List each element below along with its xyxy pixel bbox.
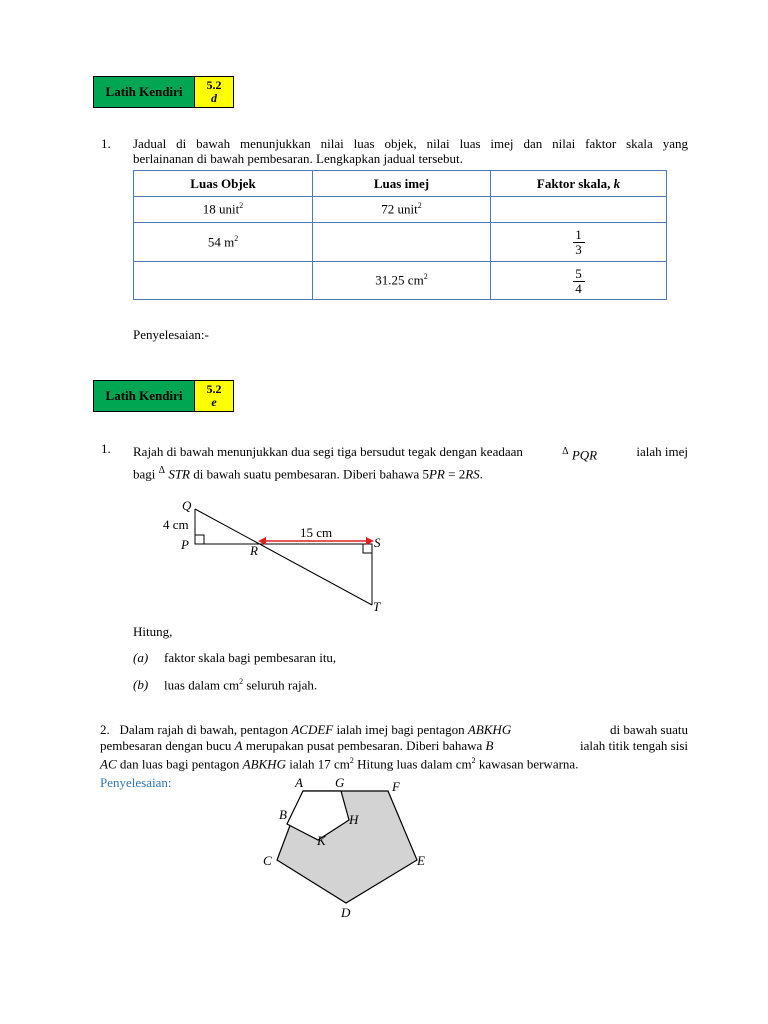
fraction: [573, 228, 585, 257]
q1-line1: [133, 444, 688, 462]
header-k: k: [613, 175, 621, 191]
header-image-area: Luas imej: [313, 171, 491, 197]
cell-object-sup: 2: [239, 201, 244, 211]
scale-factor-table: [133, 170, 667, 300]
q1-tri1: [562, 444, 597, 462]
cell-scale-factor: [491, 223, 667, 262]
q2-l2-c: merupakan pusat pembesaran. Diberi bahawa: [242, 738, 486, 753]
badge-number: 5.2: [206, 78, 222, 92]
label-t: T: [373, 599, 381, 614]
part-a-label: (a): [133, 650, 149, 665]
label-15cm: 15 cm: [300, 525, 333, 540]
q2-l1-c: ialah imej bagi pentagon: [333, 722, 468, 737]
cell-image-empty: [313, 223, 491, 262]
part-b-label: (b): [133, 677, 149, 692]
q1-line2-text: di bawah suatu pembesaran. Diberi bahawa 5: [193, 466, 429, 482]
q2-number: 2.: [100, 722, 110, 737]
cell-image-value: 31.25 cm: [375, 272, 424, 288]
cell-image-sup: 2: [423, 272, 428, 282]
cell-object: [134, 197, 313, 223]
q2-l3-d: ialah 17 cm: [285, 756, 350, 772]
question-text-line1: Jadual di bawah menunjukkan nilai luas objek, nilai luas imej dan nilai faktor skala yang: [133, 136, 688, 151]
question-number: 1.: [101, 136, 111, 151]
header-scale-factor: [491, 171, 667, 197]
q2-l2-e: ialah titik tengah sisi: [580, 738, 688, 753]
cell-image: [313, 197, 491, 223]
badge-section: [195, 381, 233, 411]
cell-object-value: 18 unit: [202, 201, 240, 217]
line-qt: [195, 509, 372, 605]
q2-l1-e: di bawah suatu: [610, 722, 688, 737]
question-text-line2: berlainanan di bawah pembesaran. Lengkapkan jadual tersebut.: [133, 151, 463, 166]
q2-b: B: [485, 738, 494, 753]
q2-l1-a: Dalam rajah di bawah, pentagon: [119, 722, 292, 737]
q1-line2-bagi: bagi: [133, 466, 156, 482]
tri-pqr: PQR: [571, 447, 598, 463]
part-b-text: [164, 677, 317, 693]
triangle-symbol: Δ: [562, 446, 569, 457]
cell-object-sup: 2: [234, 233, 239, 243]
cell-object-value: 54 m: [207, 234, 235, 250]
q2-line1: [100, 722, 688, 737]
right-triangles-figure: [150, 495, 410, 615]
label-f: F: [392, 779, 400, 794]
cell-scale-factor: [491, 262, 667, 300]
eq-end: .: [479, 466, 483, 482]
badge-number: 5.2: [206, 382, 222, 396]
q2-line3: [100, 753, 688, 771]
label-r: R: [250, 543, 258, 558]
cell-image-value: 72 unit: [381, 201, 418, 217]
part-b-text-1: luas dalam cm: [164, 677, 240, 693]
eq-pr: PR: [428, 466, 445, 482]
triangle-symbol: Δ: [158, 465, 166, 476]
q2-l3-b: dan luas bagi pentagon: [116, 756, 243, 772]
label-d: D: [341, 905, 351, 920]
label-k: K: [317, 833, 326, 848]
label-e: E: [417, 853, 425, 868]
q2-sup-2: 2: [471, 756, 476, 765]
header-object-area: Luas Objek: [134, 171, 313, 197]
question-number: 1.: [101, 441, 111, 456]
right-angle-s: [363, 544, 372, 553]
badge-label: Latih Kendiri: [94, 77, 195, 107]
table-row: [134, 197, 667, 223]
cell-image-sup: 2: [417, 201, 422, 211]
badge-label: Latih Kendiri: [94, 381, 195, 411]
part-b-text-2: seluruh rajah.: [243, 677, 318, 693]
header-scale-factor-text: Faktor skala,: [536, 175, 614, 191]
latih-kendiri-badge-e: [93, 380, 234, 412]
label-q: Q: [182, 498, 192, 513]
q1-line1-text: Rajah di bawah menunjukkan dua segi tiga bersudut tegak dengan keadaan: [133, 444, 523, 459]
solution-label-2: Penyelesaian:: [100, 775, 172, 790]
cell-image: [313, 262, 491, 300]
q2-abkhg: ABKHG: [467, 722, 512, 737]
table-row: [134, 223, 667, 262]
q2-acdef: ACDEF: [291, 722, 334, 737]
label-h: H: [349, 812, 359, 827]
badge-letter: e: [211, 395, 217, 409]
q1-line1-end: ialah imej: [636, 444, 688, 459]
q2-line2: [100, 738, 688, 753]
q2-abkhg-2: ABKHG: [242, 756, 286, 772]
q2-line2-start: [100, 738, 493, 753]
q2-line1-start: [100, 722, 511, 737]
eq-mid: = 2: [444, 466, 466, 482]
part-b-sup: 2: [239, 677, 244, 686]
q2-l3-e: Hitung luas dalam cm: [353, 756, 472, 772]
table-header-row: [134, 171, 667, 197]
cell-scale-factor-empty: [491, 197, 667, 223]
label-4cm: 4 cm: [163, 517, 189, 532]
label-p: P: [181, 537, 189, 552]
badge-section: [195, 77, 233, 107]
cell-object: [134, 223, 313, 262]
q2-sup: 2: [349, 756, 354, 765]
eq-rs: RS: [465, 466, 480, 482]
fraction-numerator: 1: [575, 227, 582, 242]
fraction-numerator: 5: [575, 265, 582, 281]
right-angle-p: [195, 535, 204, 544]
q1-line2: [133, 463, 688, 481]
q2-l2-a: pembesaran dengan bucu: [100, 738, 235, 753]
q2-ac: AC: [100, 756, 117, 772]
pentagon-figure: [255, 773, 445, 923]
label-c: C: [263, 853, 272, 868]
part-a-text: faktor skala bagi pembesaran itu,: [164, 650, 337, 665]
cell-object-empty: [134, 262, 313, 300]
hitung-label: Hitung,: [133, 624, 173, 639]
label-s: S: [374, 535, 381, 550]
q2-a: A: [234, 738, 243, 753]
fraction-denominator: 3: [575, 242, 582, 257]
table-row: [134, 262, 667, 300]
label-b: B: [279, 807, 287, 822]
q2-l3-f: kawasan berwarna.: [475, 756, 579, 772]
badge-letter: d: [211, 91, 217, 105]
fraction-denominator: 4: [575, 280, 582, 296]
latih-kendiri-badge-d: [93, 76, 234, 108]
fraction: [573, 267, 585, 296]
solution-label: Penyelesaian:-: [133, 327, 209, 342]
tri-str: STR: [168, 466, 190, 482]
label-a: A: [295, 775, 303, 790]
label-g: G: [335, 775, 345, 790]
